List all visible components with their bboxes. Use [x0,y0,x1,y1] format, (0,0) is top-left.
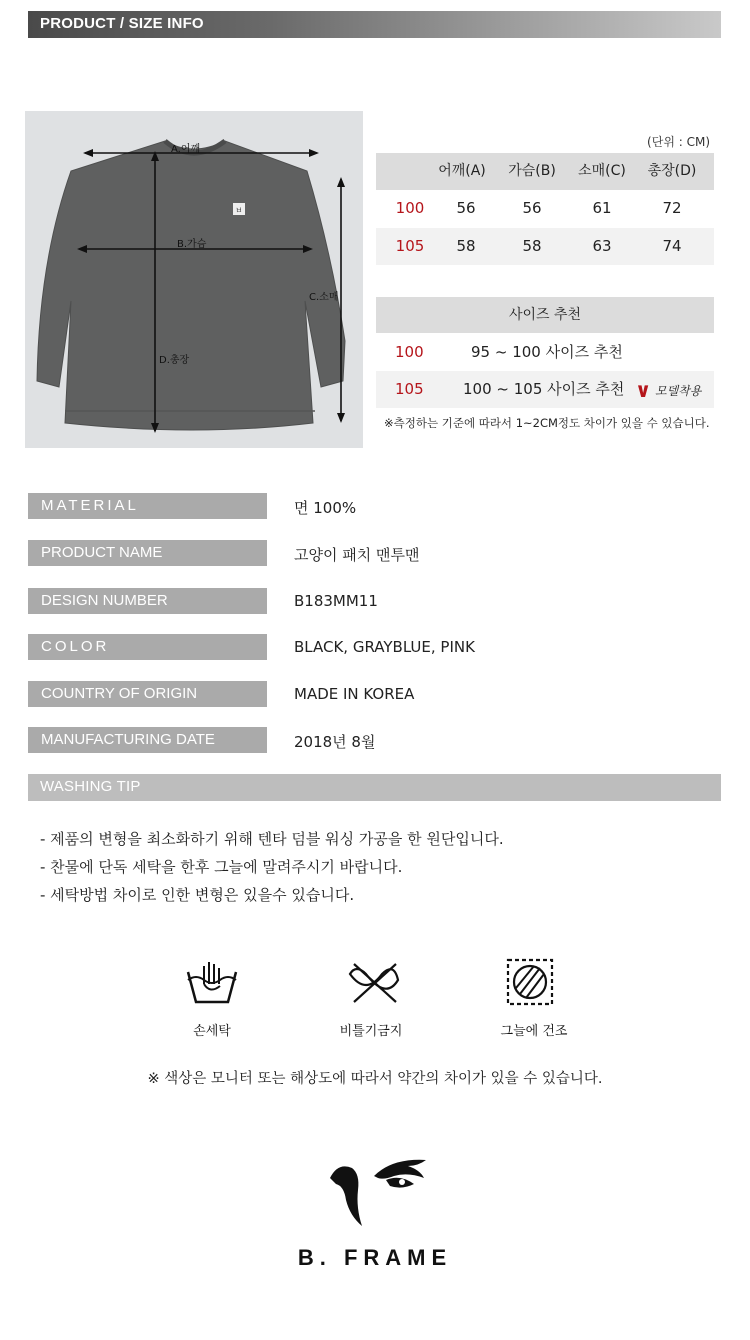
size-table-header [376,153,714,190]
product-name-value: 고양이 패치 맨투맨 [294,546,420,564]
section-header-product-size [28,11,721,38]
value-cell: 58 [522,237,542,255]
size-cell: 105 [395,380,424,398]
product-photo [25,111,363,448]
origin-label-box [28,681,267,707]
material-value: 면 100% [294,499,357,517]
size-cell: 100 [395,199,425,217]
recommend-row [376,334,714,371]
measure-note: ※측정하는 기준에 따라서 1~2CM정도 차이가 있을 수 있습니다. [384,416,710,430]
section-header-washing [28,774,721,801]
header-shoulder: 어깨(A) [438,163,486,179]
material-label: MATERIAL [41,497,139,514]
color-label: COLOR [41,638,110,655]
recommend-text: 95 ~ 100 사이즈 추천 [471,343,623,361]
color-disclaimer: ※ 색상은 모니터 또는 해상도에 따라서 약간의 차이가 있을 수 있습니다. [147,1071,603,1087]
material-label-box [28,493,267,519]
design-number-label: DESIGN NUMBER [41,592,168,609]
value-cell: 72 [662,199,682,217]
manufacturing-date-label: MANUFACTURING DATE [41,731,215,748]
length-label: D.총장 [159,355,190,366]
section-title: PRODUCT / SIZE INFO [40,15,204,32]
recommend-text: 100 ~ 105 사이즈 추천 [463,380,625,398]
brand-name: B. FRAME [297,1245,453,1270]
header-length: 총장(D) [647,163,697,179]
design-number-label-box [28,588,267,614]
value-cell: 56 [522,199,542,217]
origin-label: COUNTRY OF ORIGIN [41,685,198,702]
model-wearing-mark: 모델착용 [655,384,702,398]
header-sleeve: 소매(C) [578,163,626,179]
recommend-row [376,371,714,408]
hand-wash-icon [184,958,240,1008]
sweatshirt-illustration [25,111,363,448]
origin-value: MADE IN KOREA [294,685,415,703]
check-mark-icon: ∨ [635,378,652,402]
value-cell: 58 [456,237,476,255]
chest-label: B.가슴 [177,239,207,250]
product-name-label-box [28,540,267,566]
no-wring-label: 비틀기금지 [339,1024,403,1039]
recommend-header: 사이즈 추천 [376,297,714,333]
washing-tip: - 세탁방법 차이로 인한 변형은 있을수 있습니다. [40,886,355,904]
washing-title: WASHING TIP [40,778,141,795]
no-wring-icon [346,960,402,1006]
product-name-label: PRODUCT NAME [41,544,163,561]
table-row [376,190,714,227]
hand-wash-label: 손세탁 [193,1024,231,1039]
value-cell: 61 [592,199,612,217]
value-cell: 56 [456,199,476,217]
manufacturing-date-label-box [28,727,267,753]
value-cell: 74 [662,237,682,255]
svg-text:ㅂ: ㅂ [235,206,243,215]
color-label-box [28,634,267,660]
size-cell: 105 [395,237,425,255]
design-number-value: B183MM11 [294,592,378,610]
shade-dry-icon [504,956,556,1008]
header-chest: 가슴(B) [508,163,556,179]
washing-tip: - 제품의 변형을 최소화하기 위해 텐타 덤블 워싱 가공을 한 원단입니다. [40,830,504,848]
unit-label: (단위 : CM) [647,135,710,149]
washing-tip: - 찬물에 단독 세탁을 한후 그늘에 말려주시기 바랍니다. [40,858,403,876]
brand-logo [328,1156,428,1236]
color-value: BLACK, GRAYBLUE, PINK [294,638,475,656]
size-cell: 100 [395,343,424,361]
table-row [376,228,714,265]
shade-dry-label: 그늘에 건조 [500,1024,568,1039]
sleeve-label: C.소매 [309,292,339,303]
value-cell: 63 [592,237,612,255]
manufacturing-date-value: 2018년 8월 [294,733,376,751]
shoulder-label: A.어깨 [171,144,201,155]
